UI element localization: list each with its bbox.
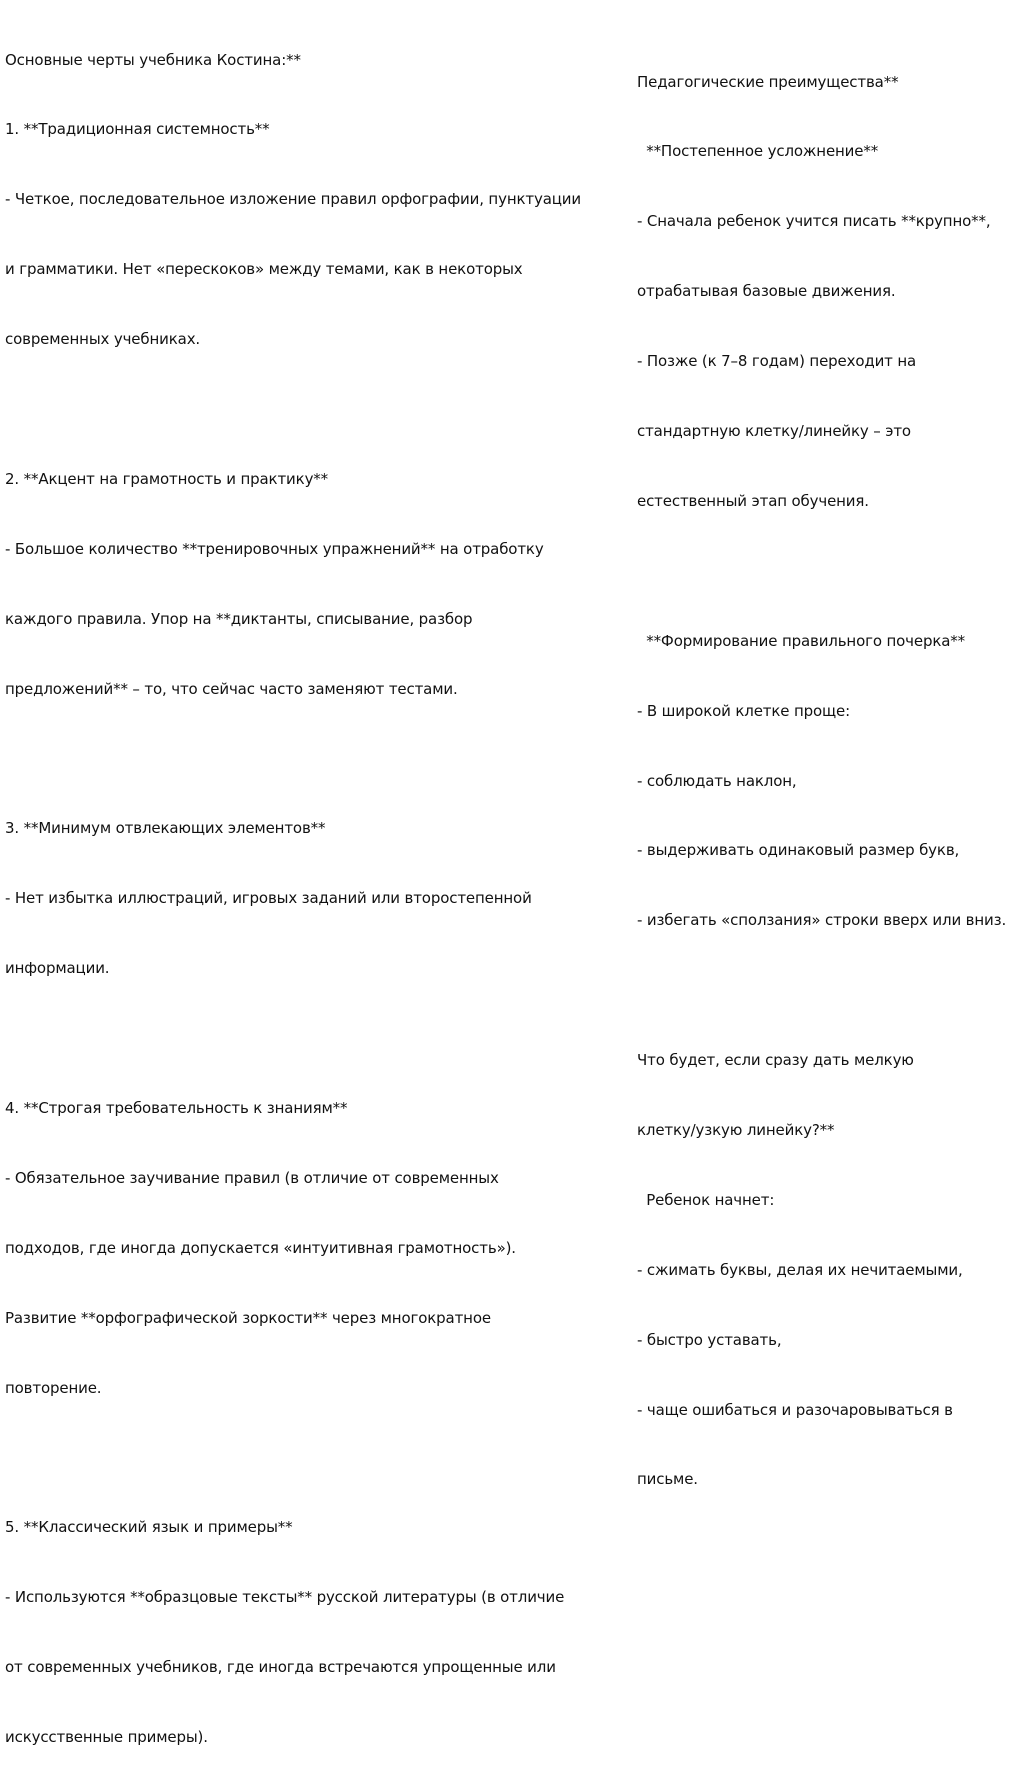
text-line: Ребенок начнет: (637, 1190, 775, 1209)
text-line: 1. **Традиционная системность** (5, 120, 270, 139)
text-line (5, 748, 615, 771)
text-line: информации. (5, 959, 110, 978)
text-line (5, 398, 615, 421)
text-line: - Четкое, последовательное изложение правил орфографии, пунктуации (5, 190, 582, 209)
text-line: - Обязательное заучивание правил (в отличие от современных (5, 1168, 499, 1187)
text-line: и грамматики. Нет «перескоков» между темами, как в некоторых (5, 260, 523, 279)
text-line: повторение. (5, 1378, 102, 1397)
text-line: Развитие **орфографической зоркости** через многократное (5, 1308, 491, 1327)
text-line: Что будет, если сразу дать мелкую (637, 1051, 914, 1070)
text-line: - Используются **образцовые тексты** русской литературы (в отличие (5, 1588, 565, 1607)
text-line: - Большое количество **тренировочных упражнений** на отработку (5, 539, 544, 558)
left-text-column (5, 2, 615, 1773)
text-line: современных учебниках. (5, 330, 201, 349)
text-line: **Формирование правильного почерка** (637, 631, 965, 650)
text-line: письме. (637, 1470, 698, 1489)
text-line: естественный этап обучения. (637, 491, 869, 510)
text-line: - В широкой клетке проще: (637, 701, 851, 720)
right-text-column (637, 24, 1024, 1515)
text-line: - сжимать буквы, делая их нечитаемыми, (637, 1260, 963, 1279)
text-line: 4. **Строгая требовательность к знаниям** (5, 1098, 348, 1117)
text-line (637, 560, 1024, 583)
text-line: Педагогические преимущества** (637, 72, 899, 91)
text-line: - Сначала ребенок учится писать **крупно**, (637, 212, 991, 231)
text-line: - чаще ошибаться и разочаровываться в (637, 1400, 953, 1419)
text-line: предложений** – то, что сейчас часто заменяют тестами. (5, 679, 458, 698)
text-line (5, 1446, 615, 1469)
text-line (637, 979, 1024, 1002)
text-line: - избегать «сползания» строки вверх или вниз. (637, 911, 1007, 930)
text-line: отрабатывая базовые движения. (637, 282, 896, 301)
text-line: - соблюдать наклон, (637, 771, 797, 790)
text-line: - Нет избытка иллюстраций, игровых заданий или второстепенной (5, 889, 532, 908)
text-line (5, 1027, 615, 1050)
text-line: клетку/узкую линейку?** (637, 1120, 835, 1139)
text-line: 3. **Минимум отвлекающих элементов** (5, 819, 326, 838)
text-line: - Позже (к 7–8 годам) переходит на (637, 352, 917, 371)
text-line: - выдерживать одинаковый размер букв, (637, 841, 960, 860)
text-line: подходов, где иногда допускается «интуитивная грамотность»). (5, 1238, 516, 1257)
text-line: 2. **Акцент на грамотность и практику** (5, 469, 328, 488)
text-line: **Постепенное усложнение** (637, 142, 879, 161)
text-line: от современных учебников, где иногда встречаются упрощенные или (5, 1658, 556, 1677)
text-line: Основные черты учебника Костина:** (5, 50, 301, 69)
text-line: - быстро уставать, (637, 1330, 782, 1349)
text-line: стандартную клетку/линейку – это (637, 422, 911, 441)
text-line: 5. **Классический язык и примеры** (5, 1518, 293, 1537)
text-line: каждого правила. Упор на **диктанты, списывание, разбор (5, 609, 473, 628)
text-line: искусственные примеры). (5, 1727, 208, 1746)
